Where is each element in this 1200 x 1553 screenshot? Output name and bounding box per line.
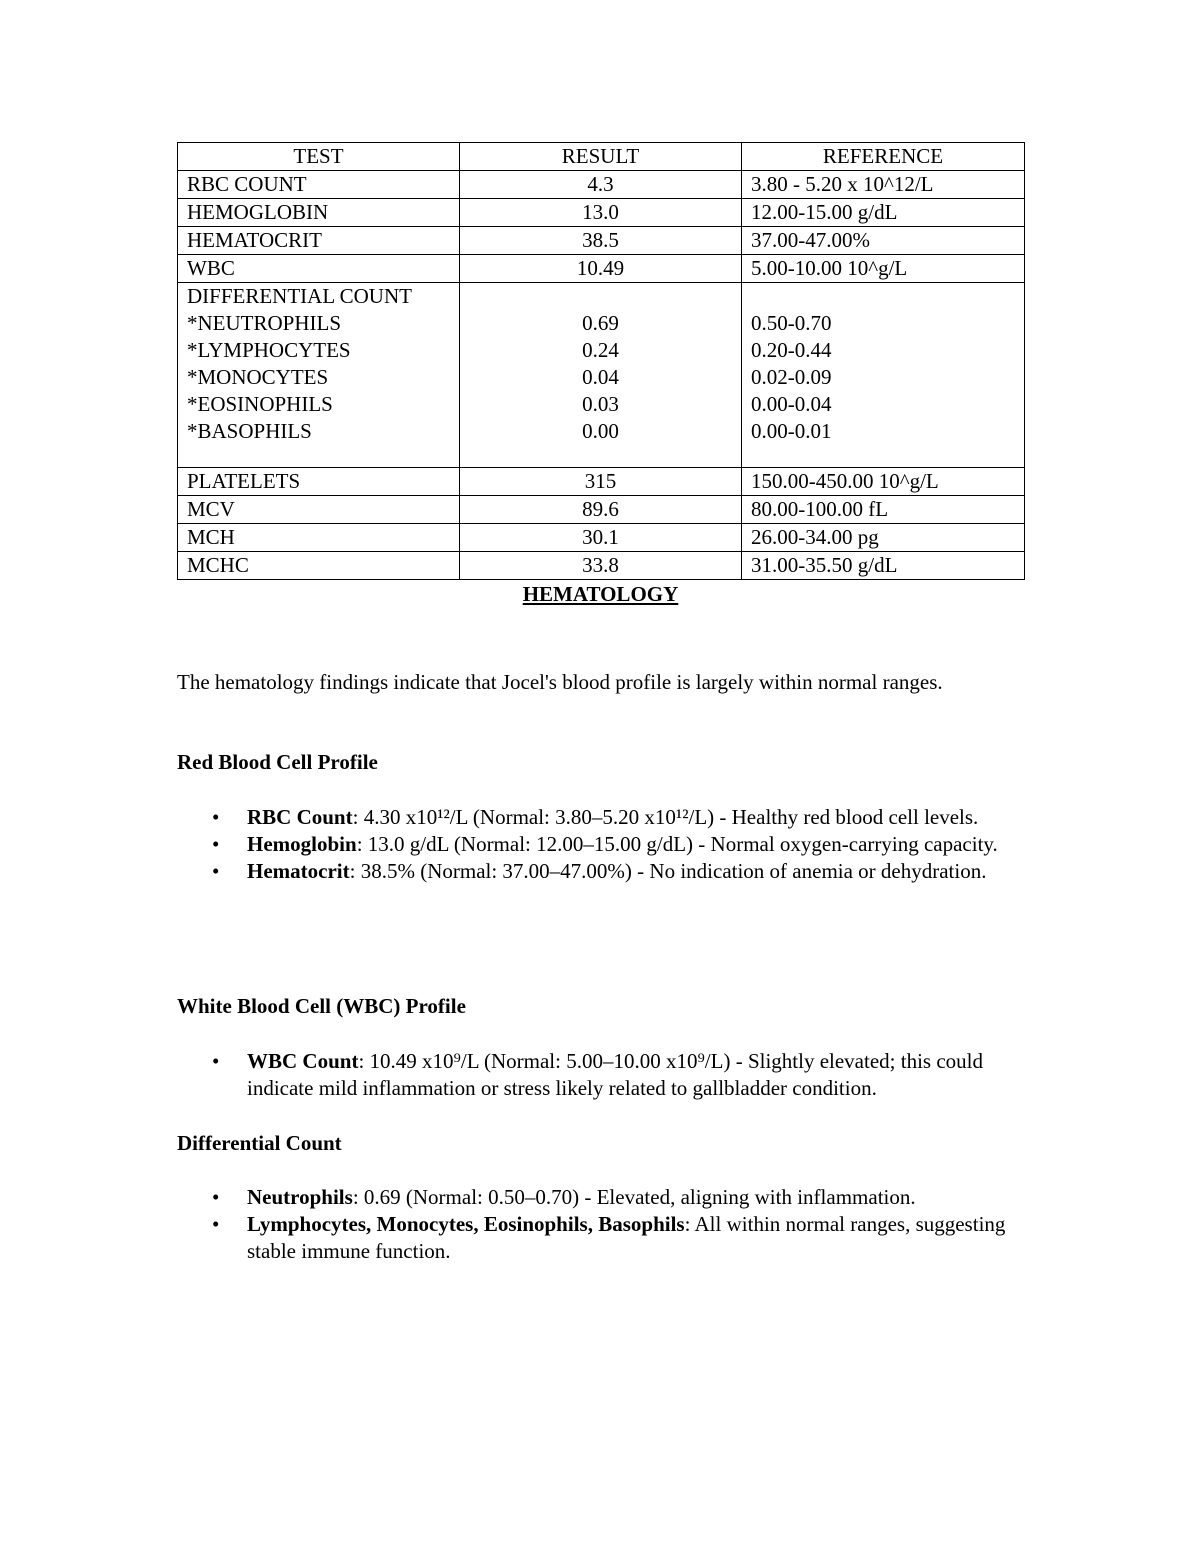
table-caption: HEMATOLOGY [522,582,679,606]
test-cell: MCH [178,524,460,552]
wbc-list [177,1048,1017,1102]
header-result: RESULT [460,143,742,171]
table-row [178,255,1025,283]
table-header-row [178,143,1025,171]
reference-cell: 12.00-15.00 g/dL [742,199,1025,227]
reference-cell: 5.00-10.00 10^g/L [742,255,1025,283]
result-cell: 4.3 [460,171,742,199]
test-cell: MCV [178,496,460,524]
item-text: : All within normal ranges, suggesting stable immune function. [247,1212,1006,1263]
rbc-list [177,804,1017,885]
list-item [177,1184,1017,1211]
differential-title: DIFFERENTIAL COUNT [187,284,412,308]
result-cell: 315 [460,468,742,496]
differential-reference: 0.02-0.09 [751,365,832,389]
table-row [178,524,1025,552]
differential-result: 0.03 [582,392,619,416]
header-reference: REFERENCE [742,143,1025,171]
differential-row [178,283,1025,468]
bullet-icon: • [212,832,220,856]
differential-results [460,283,742,468]
table-row [178,227,1025,255]
list-item [177,1048,1017,1102]
differential-references [742,283,1025,468]
result-cell: 13.0 [460,199,742,227]
item-text: : 4.30 x10¹²/L (Normal: 3.80–5.20 x10¹²/L) - Healthy red blood cell levels. [352,805,979,829]
item-label: Neutrophils [247,1185,353,1209]
rbc-section-heading: Red Blood Cell Profile [177,750,378,774]
differential-tests [178,283,460,468]
differential-reference: 0.00-0.04 [751,392,832,416]
differential-test: *EOSINOPHILS [187,392,333,416]
differential-section-heading: Differential Count [177,1131,342,1155]
intro-paragraph: The hematology findings indicate that Jocel's blood profile is largely within normal ranges. [177,670,943,694]
item-label: Hematocrit [247,859,350,883]
table-row [178,171,1025,199]
differential-reference: 0.20-0.44 [751,338,832,362]
reference-cell: 150.00-450.00 10^g/L [742,468,1025,496]
test-cell: RBC COUNT [178,171,460,199]
differential-result: 0.00 [582,419,619,443]
header-test: TEST [178,143,460,171]
bullet-icon: • [212,1049,220,1073]
list-item [177,858,1017,885]
test-cell: HEMATOCRIT [178,227,460,255]
differential-result: 0.24 [582,338,619,362]
result-cell: 30.1 [460,524,742,552]
differential-list [177,1184,1017,1265]
item-text: : 38.5% (Normal: 37.00–47.00%) - No indication of anemia or dehydration. [349,859,987,883]
test-cell: HEMOGLOBIN [178,199,460,227]
bullet-icon: • [212,805,220,829]
item-label: RBC Count [247,805,353,829]
table-row [178,496,1025,524]
differential-test: *NEUTROPHILS [187,311,342,335]
reference-cell: 80.00-100.00 fL [742,496,1025,524]
spacer [751,283,1015,310]
test-cell: PLATELETS [178,468,460,496]
item-text: : 0.69 (Normal: 0.50–0.70) - Elevated, aligning with inflammation. [352,1185,916,1209]
differential-result: 0.69 [582,311,619,335]
item-label: Hemoglobin [247,832,357,856]
reference-cell: 3.80 - 5.20 x 10^12/L [742,171,1025,199]
list-item [177,804,1017,831]
differential-test: *MONOCYTES [187,365,329,389]
test-cell: WBC [178,255,460,283]
wbc-section-heading: White Blood Cell (WBC) Profile [177,994,466,1018]
differential-result: 0.04 [582,365,619,389]
reference-cell: 37.00-47.00% [742,227,1025,255]
spacer [469,283,732,310]
bullet-icon: • [212,1185,220,1209]
differential-test: *LYMPHOCYTES [187,338,351,362]
test-cell: MCHC [178,552,460,580]
table-row [178,552,1025,580]
bullet-icon: • [212,1212,220,1236]
item-label: Lymphocytes, Monocytes, Eosinophils, Basophils [247,1212,685,1236]
differential-reference: 0.00-0.01 [751,419,832,443]
table-row [178,199,1025,227]
result-cell: 89.6 [460,496,742,524]
list-item [177,1211,1017,1265]
result-cell: 33.8 [460,552,742,580]
reference-cell: 26.00-34.00 pg [742,524,1025,552]
hematology-table [177,142,1025,580]
result-cell: 10.49 [460,255,742,283]
reference-cell: 31.00-35.50 g/dL [742,552,1025,580]
result-cell: 38.5 [460,227,742,255]
item-text: : 13.0 g/dL (Normal: 12.00–15.00 g/dL) - Normal oxygen-carrying capacity. [356,832,998,856]
differential-test: *BASOPHILS [187,419,312,443]
differential-reference: 0.50-0.70 [751,311,832,335]
table-row [178,468,1025,496]
item-label: WBC Count [247,1049,359,1073]
bullet-icon: • [212,859,220,883]
item-text: : 10.49 x10⁹/L (Normal: 5.00–10.00 x10⁹/L) - Slightly elevated; this could indicate mild inflammation or stress likely related to gallbladder condition. [247,1049,983,1100]
list-item [177,831,1017,858]
